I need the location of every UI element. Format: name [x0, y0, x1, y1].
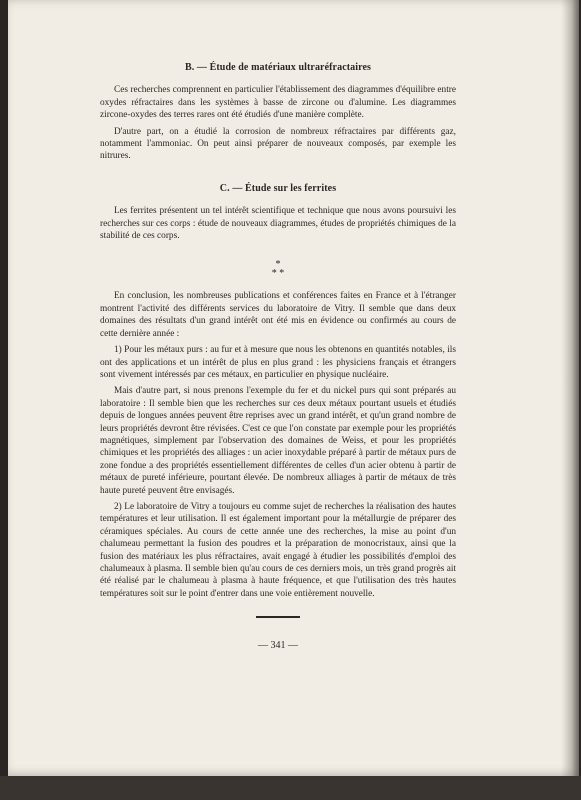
asterism-separator — [100, 260, 456, 278]
section-b-heading: B. — Étude de matériaux ultraréfractaires — [184, 62, 372, 73]
scan-background — [0, 776, 581, 800]
spacer — [100, 167, 456, 183]
section-b-paragraph-2: D'autre part, on a étudié la corrosion de nombreux réfractaires par différents gaz, notamment l'ammoniac. On peut ainsi préparer de nouveaux composés, par exemple les nitrures. — [100, 126, 456, 162]
asterism-bottom: * * — [271, 268, 285, 280]
page-number: — 341 — — [258, 640, 298, 652]
section-b-paragraph-1: Ces recherches comprennent en particulier l'établissement des diagrammes d'équilibre entre oxydes réfractaires dans les systèmes à basse de zircone ou d'alumine. Les diagrammes zircone-oxydes des terres rares ont été étudiés d'une manière complète. — [100, 85, 456, 121]
section-c-paragraph-1: Les ferrites présentent un tel intérêt scientifique et technique que nous avons poursuivi les recherches sur ces corps : étude de nouveaux diagrammes, études de propriétés chimiques de la stabilité de ces corps. — [100, 206, 456, 242]
page-content — [100, 62, 456, 653]
asterism-top: * — [275, 259, 281, 271]
conclusion-paragraph-2: 1) Pour les métaux purs : au fur et à mesure que nous les obtenons en quantités notables, ils ont des applications et un intérêt de plus en plus grand : les physiciens français et étrangers sont vivement intéressés par ces métaux, en particulier en physique nucléaire. — [100, 345, 456, 380]
document-page — [8, 0, 579, 776]
conclusion-paragraph-4: 2) Le laboratoire de Vitry a toujours eu comme sujet de recherches la réalisation des hautes températures et leur utilisation. Il est également important pour la métallurgie de préparer des céramiques spéciales. Au cours de cette année une des recherches, la mise au point d'un chalumeau permettant la fusion des poudres et la préparation de monocristaux, ainsi que la fusion des matériaux les plus réfractaires, avait engagé à étudier les possibilités d'emploi des chalumeaux à plasma. Il semble bien qu'au cours de ces derniers mois, un très grand progrès ait été réalisé par le chalumeau à plasma à haute fréquence, et que l'utilisation des très hautes températures soit sur le point d'entrer dans une voie entièrement nouvelle. — [100, 501, 456, 599]
spacer — [100, 246, 456, 258]
conclusion-paragraph-1: En conclusion, les nombreuses publications et conférences faites en France et à l'étranger montrent l'activité des différents services du laboratoire de Vitry. Il semble que dans deux domaines des résultats d'un grand intérêt ont été mis en évidence ou confirmés au cours de cette dernière année : — [100, 291, 456, 339]
footer-rule — [256, 616, 300, 618]
page-binding-shadow — [561, 0, 579, 776]
conclusion-paragraph-3: Mais d'autre part, si nous prenons l'exemple du fer et du nickel purs qui sont préparés au laboratoire : Il semble bien que les recherches sur ces deux métaux pourtant usuels et étudiés depuis de longues années peuvent être reprises avec un grand intérêt, et qu'un grand nombre de leurs propriétés devront être révisées. C'est ce que l'on constate par exemple pour les propriétés magnétiques, simplement par l'observation des domaines de Weiss, et pour les propriétés chimiques et les propriétés des alliages : un acier inoxydable préparé à partir de métaux purs de zone fondue a des propriétés essentiellement différentes de celles d'un acier obtenu à partir de métaux de pureté inférieure, pourtant élevée. De nombreux alliages à partir de métaux de très haute pureté peuvent être envisagés. — [100, 386, 456, 496]
section-c-heading: C. — Étude sur les ferrites — [219, 182, 337, 194]
